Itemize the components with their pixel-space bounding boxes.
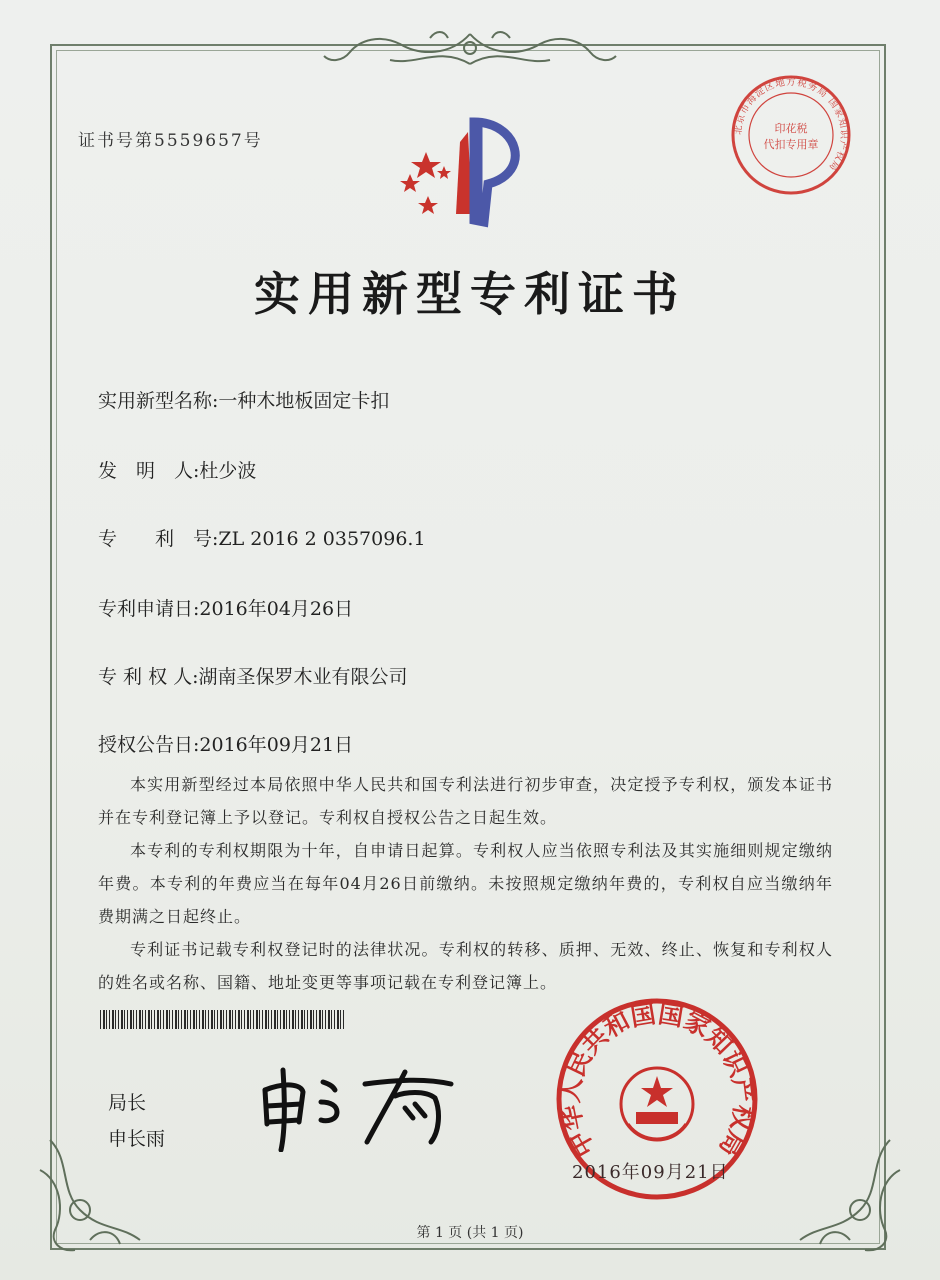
patent-office-logo-icon: [388, 112, 538, 232]
field-value: 湖南圣保罗木业有限公司: [198, 666, 408, 688]
field-label: 专 利 号:: [98, 528, 219, 550]
field-label: 授权公告日:: [98, 734, 200, 756]
barcode: [100, 1010, 345, 1029]
tax-stamp-line1: 印花税: [774, 122, 808, 135]
page-number: 第 1 页 (共 1 页): [416, 1225, 524, 1241]
field-label: 专 利 权 人:: [98, 666, 199, 688]
director-name: 申长雨: [108, 1128, 166, 1150]
field-application-date: [98, 594, 353, 621]
body-paragraph: 本实用新型经过本局依照中华人民共和国专利法进行初步审查，决定授予专利权，颁发本证书并在专利登记簿上予以登记。专利权自授权公告之日起生效。: [98, 775, 833, 827]
tax-stamp-ring-text: 北京市海淀区地方税务局 国家知识产权局: [732, 76, 850, 174]
field-grant-date: [98, 730, 353, 757]
field-label: 专利申请日:: [98, 598, 200, 620]
field-value: 一种木地板固定卡扣: [218, 390, 390, 412]
seal-date: 2016年09月21日: [572, 1162, 729, 1183]
field-utility-model-name: [98, 386, 389, 413]
body-paragraph: 专利证书记载专利权登记时的法律状况。专利权的转移、质押、无效、终止、恢复和专利权人的姓名或名称、国籍、地址变更等事项记载在专利登记簿上。: [98, 940, 833, 992]
director-title: 局长: [108, 1092, 147, 1114]
field-value: ZL 2016 2 0357096.1: [218, 528, 426, 550]
director-signature: [255, 1062, 475, 1152]
body-paragraph: 本专利的专利权期限为十年，自申请日起算。专利权人应当依照专利法及其实施细则规定缴纳年费。本专利的年费应当在每年04月26日前缴纳。未按照规定缴纳年费的，专利权自应当缴纳年费期满之日起终止。: [98, 841, 833, 926]
field-patent-number: [98, 524, 426, 551]
field-inventor: [98, 456, 256, 483]
field-value: 杜少波: [199, 460, 257, 482]
certificate-number: 证书号第5559657号: [78, 131, 263, 151]
field-patentee: [98, 662, 408, 689]
seal-text: 中华人民共和国国家知识产权局: [555, 999, 759, 1162]
tax-stamp-line2: 代扣专用章: [763, 138, 819, 151]
page-title: 实用新型专利证书: [254, 267, 686, 321]
tax-stamp: [726, 70, 856, 200]
field-value: 2016年04月26日: [199, 598, 354, 620]
top-ornament-icon: [320, 26, 620, 72]
field-label: 发 明 人:: [98, 460, 200, 482]
certificate-body: [98, 768, 833, 999]
field-label: 实用新型名称:: [98, 390, 219, 412]
field-value: 2016年09月21日: [199, 734, 354, 756]
national-emblem-icon: [621, 1068, 693, 1140]
